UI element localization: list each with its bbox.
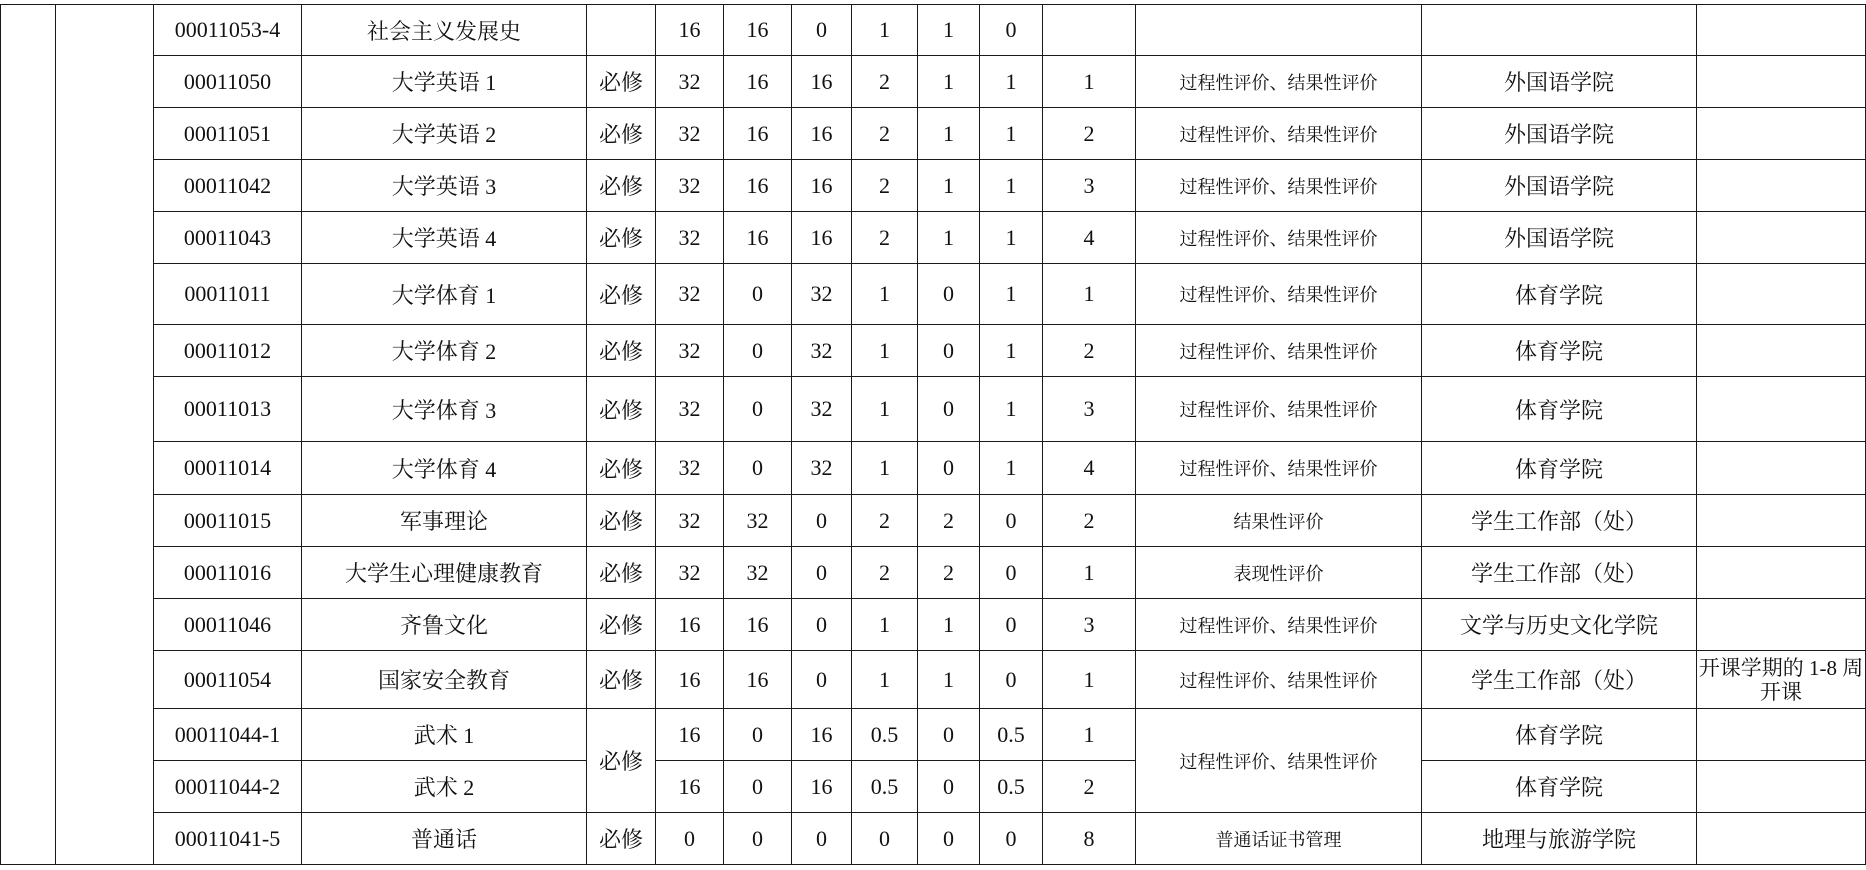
practice-credits: 0.5 (980, 761, 1043, 813)
practice-credits: 1 (980, 442, 1043, 495)
theory-credits: 2 (918, 547, 980, 599)
practice-hours: 0 (792, 547, 852, 599)
course-code: 00011013 (154, 377, 302, 442)
credits: 1 (852, 442, 918, 495)
practice-hours: 16 (792, 108, 852, 160)
practice-hours: 16 (792, 709, 852, 761)
department: 体育学院 (1422, 377, 1697, 442)
course-code: 00011044-1 (154, 709, 302, 761)
assessment: 过程性评价、结果性评价 (1136, 599, 1422, 651)
term: 1 (1043, 651, 1136, 709)
theory-credits: 2 (918, 495, 980, 547)
practice-credits: 0 (980, 599, 1043, 651)
department: 外国语学院 (1422, 108, 1697, 160)
remark (1697, 5, 1866, 56)
course-name: 大学体育 1 (302, 264, 587, 325)
practice-credits: 1 (980, 325, 1043, 377)
total-hours: 32 (656, 377, 724, 442)
remark: 开课学期的 1-8 周开课 (1697, 651, 1866, 709)
course-type: 必修 (587, 108, 656, 160)
theory-credits: 1 (918, 599, 980, 651)
department: 体育学院 (1422, 709, 1697, 761)
course-name: 军事理论 (302, 495, 587, 547)
credits: 2 (852, 547, 918, 599)
theory-credits: 0 (918, 442, 980, 495)
practice-credits: 0 (980, 547, 1043, 599)
total-hours: 16 (656, 709, 724, 761)
course-name: 武术 1 (302, 709, 587, 761)
lecture-hours: 16 (724, 599, 792, 651)
assessment: 过程性评价、结果性评价 (1136, 212, 1422, 264)
assessment: 结果性评价 (1136, 495, 1422, 547)
table-row (1, 5, 1866, 56)
lecture-hours: 16 (724, 5, 792, 56)
assessment: 过程性评价、结果性评价 (1136, 377, 1422, 442)
department: 外国语学院 (1422, 212, 1697, 264)
lecture-hours: 32 (724, 495, 792, 547)
course-type: 必修 (587, 651, 656, 709)
term (1043, 5, 1136, 56)
credits: 2 (852, 108, 918, 160)
theory-credits: 0 (918, 813, 980, 865)
course-type: 必修 (587, 547, 656, 599)
course-type: 必修 (587, 599, 656, 651)
total-hours: 16 (656, 651, 724, 709)
course-code: 00011015 (154, 495, 302, 547)
total-hours: 32 (656, 547, 724, 599)
assessment (1136, 5, 1422, 56)
course-name: 大学英语 4 (302, 212, 587, 264)
remark (1697, 264, 1866, 325)
practice-hours: 0 (792, 813, 852, 865)
total-hours: 32 (656, 108, 724, 160)
lecture-hours: 32 (724, 547, 792, 599)
total-hours: 16 (656, 599, 724, 651)
lecture-hours: 16 (724, 56, 792, 108)
practice-credits: 0 (980, 651, 1043, 709)
practice-credits: 1 (980, 160, 1043, 212)
table-row (1, 56, 1866, 108)
course-name: 大学体育 2 (302, 325, 587, 377)
term: 8 (1043, 813, 1136, 865)
practice-credits: 1 (980, 264, 1043, 325)
term: 3 (1043, 599, 1136, 651)
course-code: 00011011 (154, 264, 302, 325)
credits: 1 (852, 377, 918, 442)
term: 3 (1043, 160, 1136, 212)
table-row (1, 813, 1866, 865)
credits: 1 (852, 264, 918, 325)
table-row (1, 377, 1866, 442)
table-row (1, 160, 1866, 212)
remark (1697, 56, 1866, 108)
total-hours: 0 (656, 813, 724, 865)
table-row (1, 709, 1866, 761)
assessment: 过程性评价、结果性评价 (1136, 264, 1422, 325)
credits: 2 (852, 495, 918, 547)
course-code: 00011044-2 (154, 761, 302, 813)
credits: 0 (852, 813, 918, 865)
practice-hours: 32 (792, 377, 852, 442)
table-row (1, 442, 1866, 495)
practice-credits: 0.5 (980, 709, 1043, 761)
remark (1697, 813, 1866, 865)
category-cell (1, 5, 56, 865)
theory-credits: 0 (918, 761, 980, 813)
course-name: 大学体育 4 (302, 442, 587, 495)
course-name: 国家安全教育 (302, 651, 587, 709)
lecture-hours: 16 (724, 651, 792, 709)
practice-hours: 16 (792, 56, 852, 108)
theory-credits: 1 (918, 212, 980, 264)
remark (1697, 761, 1866, 813)
theory-credits: 1 (918, 108, 980, 160)
term: 1 (1043, 547, 1136, 599)
total-hours: 16 (656, 5, 724, 56)
remark (1697, 709, 1866, 761)
practice-credits: 0 (980, 495, 1043, 547)
credits: 2 (852, 212, 918, 264)
course-code: 00011014 (154, 442, 302, 495)
practice-hours: 0 (792, 651, 852, 709)
credits: 1 (852, 599, 918, 651)
lecture-hours: 0 (724, 325, 792, 377)
course-code: 00011043 (154, 212, 302, 264)
course-name: 武术 2 (302, 761, 587, 813)
term: 1 (1043, 56, 1136, 108)
theory-credits: 0 (918, 325, 980, 377)
assessment: 表现性评价 (1136, 547, 1422, 599)
lecture-hours: 0 (724, 264, 792, 325)
lecture-hours: 16 (724, 212, 792, 264)
department: 体育学院 (1422, 325, 1697, 377)
table-row (1, 651, 1866, 709)
total-hours: 32 (656, 495, 724, 547)
theory-credits: 1 (918, 5, 980, 56)
lecture-hours: 16 (724, 160, 792, 212)
course-name: 普通话 (302, 813, 587, 865)
credits: 1 (852, 651, 918, 709)
remark (1697, 325, 1866, 377)
course-type: 必修 (587, 377, 656, 442)
lecture-hours: 16 (724, 108, 792, 160)
remark (1697, 160, 1866, 212)
term: 4 (1043, 442, 1136, 495)
course-name: 大学英语 2 (302, 108, 587, 160)
assessment: 过程性评价、结果性评价 (1136, 160, 1422, 212)
term: 2 (1043, 325, 1136, 377)
theory-credits: 1 (918, 651, 980, 709)
course-table (0, 4, 1866, 865)
course-code: 00011012 (154, 325, 302, 377)
total-hours: 32 (656, 264, 724, 325)
remark (1697, 547, 1866, 599)
course-type: 必修 (587, 160, 656, 212)
course-name: 社会主义发展史 (302, 5, 587, 56)
assessment: 普通话证书管理 (1136, 813, 1422, 865)
assessment: 过程性评价、结果性评价 (1136, 442, 1422, 495)
practice-credits: 1 (980, 377, 1043, 442)
practice-credits: 0 (980, 813, 1043, 865)
course-type: 必修 (587, 56, 656, 108)
course-name: 大学英语 1 (302, 56, 587, 108)
lecture-hours: 0 (724, 761, 792, 813)
course-code: 00011046 (154, 599, 302, 651)
remark (1697, 377, 1866, 442)
term: 3 (1043, 377, 1136, 442)
table-row (1, 599, 1866, 651)
credits: 0.5 (852, 761, 918, 813)
theory-credits: 1 (918, 56, 980, 108)
total-hours: 16 (656, 761, 724, 813)
practice-hours: 0 (792, 599, 852, 651)
term: 1 (1043, 709, 1136, 761)
assessment: 过程性评价、结果性评价 (1136, 108, 1422, 160)
course-type: 必修 (587, 813, 656, 865)
course-code: 00011050 (154, 56, 302, 108)
lecture-hours: 0 (724, 377, 792, 442)
course-name: 齐鲁文化 (302, 599, 587, 651)
term: 4 (1043, 212, 1136, 264)
course-code: 00011053-4 (154, 5, 302, 56)
assessment: 过程性评价、结果性评价 (1136, 56, 1422, 108)
total-hours: 32 (656, 56, 724, 108)
course-code: 00011054 (154, 651, 302, 709)
table-row (1, 212, 1866, 264)
department: 外国语学院 (1422, 56, 1697, 108)
credits: 1 (852, 325, 918, 377)
assessment: 过程性评价、结果性评价 (1136, 651, 1422, 709)
department: 体育学院 (1422, 442, 1697, 495)
total-hours: 32 (656, 325, 724, 377)
theory-credits: 0 (918, 709, 980, 761)
theory-credits: 0 (918, 264, 980, 325)
term: 2 (1043, 108, 1136, 160)
department: 地理与旅游学院 (1422, 813, 1697, 865)
total-hours: 32 (656, 160, 724, 212)
practice-credits: 0 (980, 5, 1043, 56)
practice-hours: 16 (792, 761, 852, 813)
department: 学生工作部（处） (1422, 495, 1697, 547)
term: 2 (1043, 761, 1136, 813)
course-type (587, 5, 656, 56)
table-row (1, 108, 1866, 160)
course-name: 大学生心理健康教育 (302, 547, 587, 599)
credits: 2 (852, 56, 918, 108)
department: 文学与历史文化学院 (1422, 599, 1697, 651)
course-code: 00011041-5 (154, 813, 302, 865)
lecture-hours: 0 (724, 709, 792, 761)
practice-credits: 1 (980, 108, 1043, 160)
remark (1697, 599, 1866, 651)
subcategory-cell (56, 5, 154, 865)
term: 2 (1043, 495, 1136, 547)
course-code: 00011051 (154, 108, 302, 160)
theory-credits: 1 (918, 160, 980, 212)
credits: 1 (852, 5, 918, 56)
course-name: 大学体育 3 (302, 377, 587, 442)
course-type: 必修 (587, 212, 656, 264)
course-type: 必修 (587, 264, 656, 325)
course-code: 00011042 (154, 160, 302, 212)
table-row (1, 264, 1866, 325)
practice-hours: 32 (792, 442, 852, 495)
department: 学生工作部（处） (1422, 651, 1697, 709)
practice-hours: 0 (792, 5, 852, 56)
course-type: 必修 (587, 709, 656, 813)
practice-hours: 32 (792, 264, 852, 325)
remark (1697, 495, 1866, 547)
course-type: 必修 (587, 442, 656, 495)
practice-credits: 1 (980, 212, 1043, 264)
table-row (1, 761, 1866, 813)
remark (1697, 442, 1866, 495)
total-hours: 32 (656, 442, 724, 495)
course-type: 必修 (587, 325, 656, 377)
practice-hours: 0 (792, 495, 852, 547)
term: 1 (1043, 264, 1136, 325)
department: 学生工作部（处） (1422, 547, 1697, 599)
remark (1697, 212, 1866, 264)
table-row (1, 547, 1866, 599)
table-row (1, 325, 1866, 377)
total-hours: 32 (656, 212, 724, 264)
practice-hours: 16 (792, 160, 852, 212)
department (1422, 5, 1697, 56)
assessment: 过程性评价、结果性评价 (1136, 325, 1422, 377)
lecture-hours: 0 (724, 442, 792, 495)
theory-credits: 0 (918, 377, 980, 442)
remark (1697, 108, 1866, 160)
department: 外国语学院 (1422, 160, 1697, 212)
table-row (1, 495, 1866, 547)
department: 体育学院 (1422, 264, 1697, 325)
credits: 0.5 (852, 709, 918, 761)
course-type: 必修 (587, 495, 656, 547)
practice-hours: 16 (792, 212, 852, 264)
practice-hours: 32 (792, 325, 852, 377)
assessment: 过程性评价、结果性评价 (1136, 709, 1422, 813)
department: 体育学院 (1422, 761, 1697, 813)
course-code: 00011016 (154, 547, 302, 599)
credits: 2 (852, 160, 918, 212)
course-name: 大学英语 3 (302, 160, 587, 212)
practice-credits: 1 (980, 56, 1043, 108)
lecture-hours: 0 (724, 813, 792, 865)
